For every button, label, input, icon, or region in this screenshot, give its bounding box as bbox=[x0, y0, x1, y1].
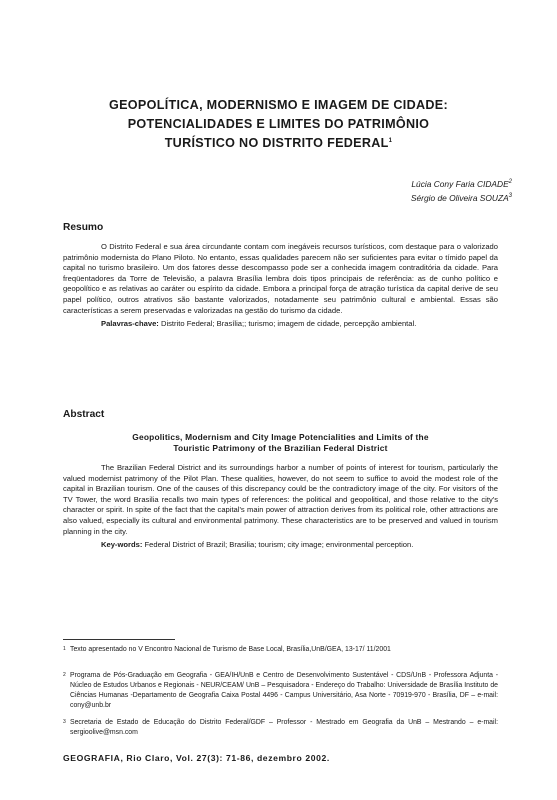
title-line-1: GEOPOLÍTICA, MODERNISMO E IMAGEM DE CIDADE: bbox=[109, 98, 448, 112]
author-2 bbox=[411, 191, 512, 205]
abstract-keywords-text: Federal District of Brazil; Brasilia; tourism; city image; environmental perception. bbox=[144, 540, 414, 550]
title-line-2: POTENCIALIDADES E LIMITES DO PATRIMÔNIO bbox=[127, 117, 430, 131]
resumo-keywords bbox=[63, 319, 498, 330]
journal-citation: GEOGRAFIA, Rio Claro, Vol. 27(3): 71-86, dezembro 2002. bbox=[63, 753, 330, 763]
article-title bbox=[60, 96, 497, 153]
title-line-3 bbox=[60, 134, 497, 153]
title-line-3-text: TURÍSTICO NO DISTRITO FEDERAL bbox=[164, 136, 389, 150]
abstract-heading: Abstract bbox=[63, 409, 105, 420]
footnote-2-number: 2 bbox=[63, 672, 66, 678]
title-footnote-marker: 1 bbox=[388, 137, 393, 144]
abstract-keywords bbox=[63, 540, 498, 551]
resumo-heading: Resumo bbox=[63, 222, 104, 233]
abstract-text: The Brazilian Federal District and its surroundings harbor a number of points of interest for tourism, particularly the valued modernist patrimony of the Pilot Plan. These qualities, however, do not seem to suffice to avoid the modest role of the capital in Brazilian tourism. One of the causes of this discrepancy could be the contradictory image of the city. For visitors of the TV Tower, the word Brasilia recalls two main types of references: the political and geopolitical, and those relative to the city's character or spirit. In spite of the fact that the capital's main power of attraction derives from its political role, other attractions are also valued, especially its cultural and environmental patrimony. These characteristics are to be preserved and valued in tourism planning in the city. bbox=[63, 463, 498, 536]
abstract-subtitle-line-1: Geopolitics, Modernism and City Image Potencialities and Limits of the bbox=[132, 432, 429, 442]
abstract-section bbox=[63, 463, 498, 551]
abstract-subtitle bbox=[63, 432, 498, 454]
footnote-3-text: Secretaria de Estado de Educação do Distrito Federal/GDF – Professor - Mestrado em Geografia da UnB – Mestrando – e-mail: sergioolive@msn.com bbox=[70, 719, 498, 736]
abstract-subtitle-line-2: Touristic Patrimony of the Brazilian Federal District bbox=[173, 443, 388, 453]
author-1 bbox=[411, 177, 512, 191]
author-1-name: Lúcia Cony Faria CIDADE bbox=[411, 179, 509, 189]
footnote-1 bbox=[63, 645, 498, 655]
footnote-1-number: 1 bbox=[63, 646, 66, 652]
author-1-marker: 2 bbox=[508, 179, 512, 186]
resumo-keywords-label: Palavras-chave: bbox=[101, 319, 159, 329]
footnote-3 bbox=[63, 718, 498, 738]
footnote-3-number: 3 bbox=[63, 719, 66, 725]
resumo-section bbox=[63, 242, 498, 330]
resumo-text: O Distrito Federal e sua área circundante contam com inegáveis recursos turísticos, com destaque para o valorizado patrimônio modernista do Plano Piloto. No entanto, essas qualidades parecem não ser suficientes para evitar o tímido papel da capital no turismo brasileiro. Um dos fatores desse descompasso pode ser a conhecida imagem contraditória da cidade. Para freqüentadores da Torre de Televisão, a palavra Brasília lembra dois tipos principais de referência: as de cunho político e geopolítico e as relativas ao caráter ou espírito da cidade. Embora a principal força de atração turística da capital derive de seu papel político, outros atrativos são bastante valorizados, notadamente seu patrimônio cultural e ambiental. Essas são características a serem preservadas e valorizadas na gestão do turismo da cidade. bbox=[63, 242, 498, 315]
footnote-2-text: Programa de Pós-Graduação em Geografia - GEA/IH/UnB e Centro de Desenvolvimento Sustentável - CDS/UnB - Professora Adjunta - Núcleo de Estudos Urbanos e Regionais - NEUR/CEAM/ UnB – Pesquisadora - Endereço do Trabalho: Universidade de Brasília Instituto de Ciências Humanas -Departamento de Geografia Caixa Postal 4496 - Campus Universitário, Asa Norte - 70919-970 - Brasília, DF – e-mail: cony@unb.br bbox=[70, 672, 498, 709]
author-2-marker: 3 bbox=[508, 193, 512, 200]
author-2-name: Sérgio de Oliveira SOUZA bbox=[410, 193, 509, 203]
footnote-2 bbox=[63, 671, 498, 711]
abstract-keywords-label: Key-words: bbox=[101, 540, 143, 550]
resumo-keywords-text: Distrito Federal; Brasília;; turismo; imagem de cidade, percepção ambiental. bbox=[160, 319, 417, 329]
footnote-1-text: Texto apresentado no V Encontro Nacional de Turismo de Base Local, Brasília,UnB/GEA, 13-17/ 11/2001 bbox=[70, 646, 391, 653]
footnote-divider bbox=[63, 639, 175, 640]
author-list bbox=[411, 177, 512, 205]
